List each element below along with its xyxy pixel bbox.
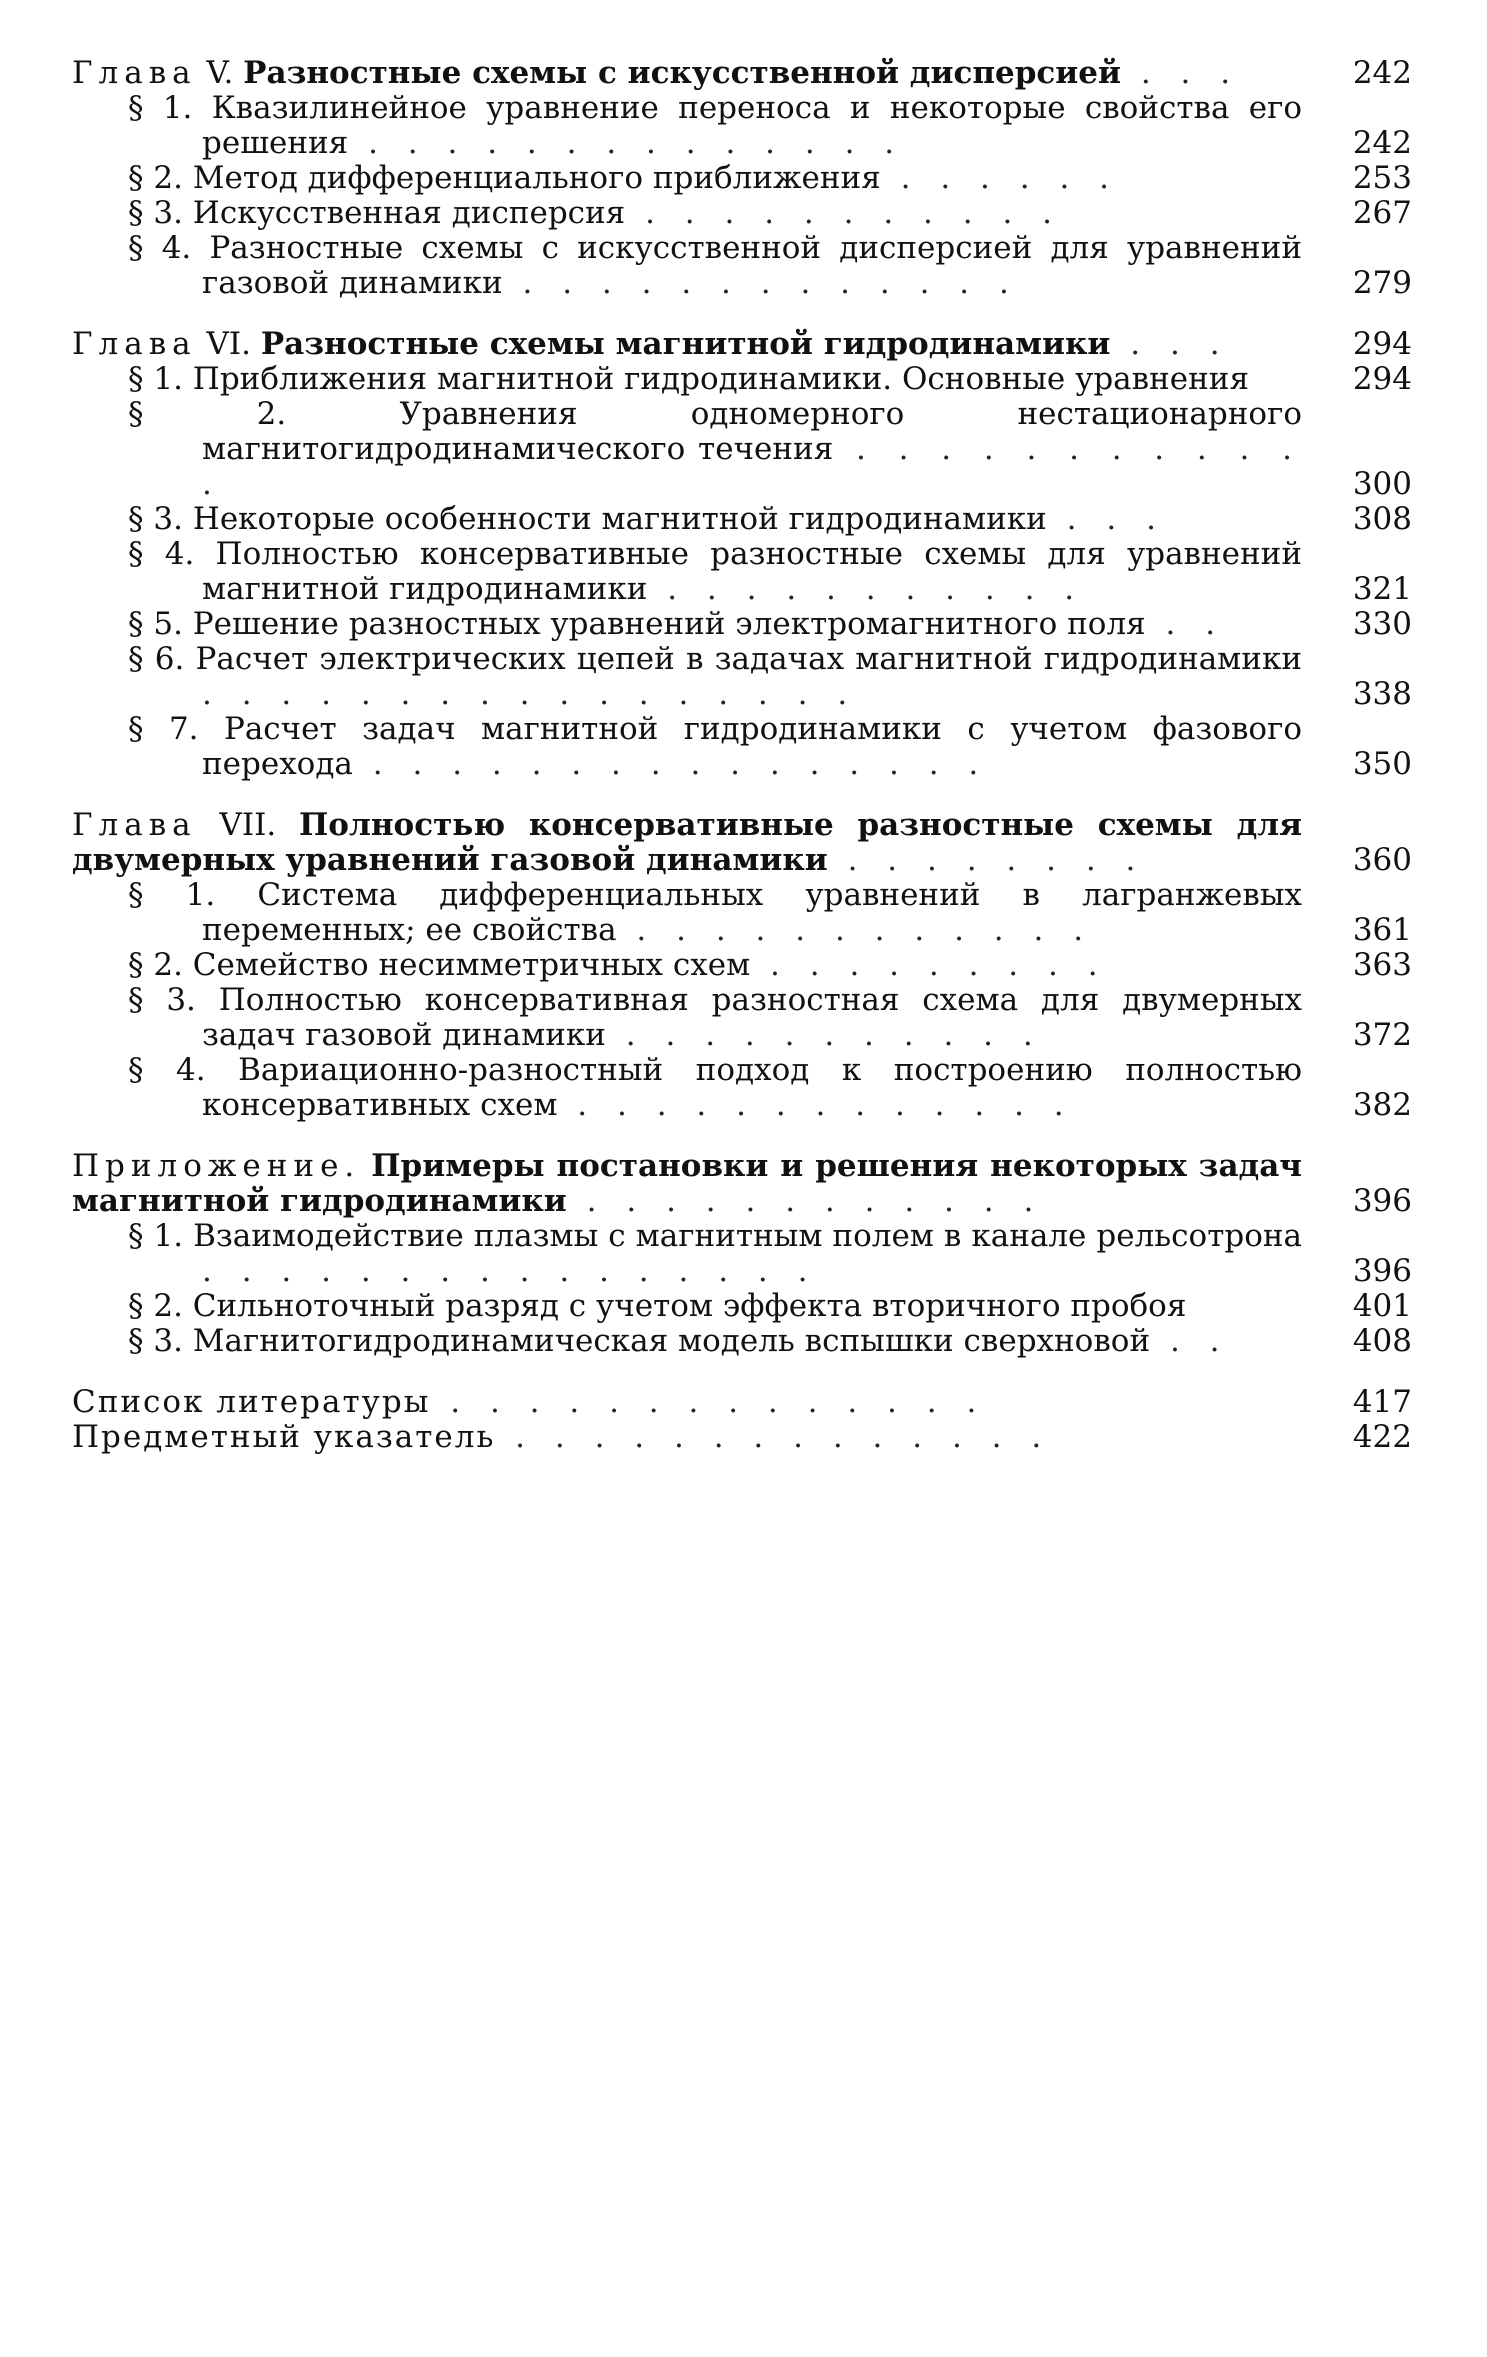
chapter-heading	[72, 808, 1412, 878]
chapter-title: Разностные схемы магнитной гидродинамики	[260, 326, 1111, 362]
leader-dots: . . . . . . . . . . . . . .	[348, 125, 905, 161]
leader-dots: . . . . . . . .	[827, 842, 1146, 878]
back-matter-title: Список литературы	[72, 1384, 431, 1420]
section-mark: § 4.	[128, 536, 216, 572]
section-title: Метод дифференциального приближения	[192, 160, 881, 196]
section-mark: § 6.	[128, 641, 196, 677]
page-number: 338	[1352, 676, 1412, 712]
chapter-title: Разностные схемы с искусственной дисперсией	[243, 55, 1121, 91]
appendix-gap	[360, 1148, 371, 1184]
section-title: Магнитогидродинамическая модель вспышки сверхновой	[192, 1323, 1151, 1359]
section-entry	[128, 712, 1412, 782]
table-of-contents	[72, 56, 1412, 1455]
section-mark: § 1.	[128, 877, 258, 913]
appendix-heading	[72, 1149, 1412, 1219]
back-matter-title: Предметный указатель	[72, 1419, 496, 1455]
section-entry	[128, 91, 1412, 161]
section-mark: § 3.	[128, 501, 193, 537]
page-number: 279	[1352, 265, 1412, 301]
page-number: 267	[1352, 195, 1412, 231]
page-number: 361	[1352, 912, 1412, 948]
leader-dots: . . . . . . . . . . .	[605, 1017, 1043, 1053]
page-number: 242	[1352, 125, 1412, 161]
leader-dots: . . . . . . . . . . . . .	[557, 1087, 1074, 1123]
section-title: Семейство несимметричных схем	[192, 947, 751, 983]
section-mark: § 4.	[128, 1052, 239, 1088]
back-matter-entry	[72, 1385, 1412, 1420]
section-title: Взаимодействие плазмы с магнитным полем в канале рельсотрона	[193, 1218, 1302, 1254]
leader-dots: . . . . . . . . . . . . . .	[430, 1384, 987, 1420]
page-number: 308	[1352, 501, 1412, 537]
page-number: 321	[1352, 571, 1412, 607]
page-number: 294	[1352, 361, 1412, 397]
page-number: 372	[1352, 1017, 1412, 1053]
section-title: Система дифференциальных уравнений в лагранжевых переменных; ее свойства	[202, 877, 1302, 948]
section-mark: § 2.	[128, 947, 193, 983]
leader-dots: . . . . . .	[880, 160, 1120, 196]
leader-dots: . . . . . . . . . . . .	[202, 431, 1302, 502]
section-mark: § 7.	[128, 711, 224, 747]
chapter-number: V.	[196, 55, 244, 91]
section-title: Уравнения одномерного нестационарного магнитогидродинамического течения	[202, 396, 1302, 467]
section-title: Полностью консервативная разностная схема для двумерных задач газовой динамики	[202, 982, 1302, 1053]
section-entry	[128, 537, 1412, 607]
page-number: 360	[1352, 842, 1412, 878]
page-number: 408	[1352, 1323, 1412, 1359]
page-number: 417	[1352, 1384, 1412, 1420]
section-entry	[128, 231, 1412, 301]
page-number: 382	[1352, 1087, 1412, 1123]
section-entry	[128, 362, 1412, 397]
leader-dots: . .	[1150, 1323, 1230, 1359]
page-number: 401	[1352, 1288, 1412, 1324]
section-title: Расчет задач магнитной гидродинамики с учетом фазового перехода	[202, 711, 1302, 782]
leader-dots: . . .	[1110, 326, 1230, 362]
section-entry	[128, 1289, 1412, 1324]
leader-dots: . . .	[1046, 501, 1166, 537]
section-mark: § 1.	[128, 90, 212, 126]
appendix-title: Примеры постановки и решения некоторых задач магнитной гидродинамики	[72, 1148, 1302, 1219]
page-number: 330	[1352, 606, 1412, 642]
section-mark: § 1.	[128, 1218, 194, 1254]
chapter-label: Глава	[72, 807, 197, 843]
leader-dots: . . . . . . . . . . . . . . . . .	[202, 676, 858, 712]
chapter-label: Глава	[72, 326, 197, 362]
section-entry	[128, 502, 1412, 537]
back-matter	[72, 1385, 1412, 1455]
leader-dots: . . . . . . . . . . . . .	[502, 265, 1019, 301]
section-entry	[128, 161, 1412, 196]
chapter-number: VI.	[196, 326, 261, 362]
section-title: Некоторые особенности магнитной гидродинамики	[192, 501, 1047, 537]
chapter-block	[72, 808, 1412, 1123]
section-title: Сильноточный разряд с учетом эффекта вторичного пробоя	[192, 1288, 1187, 1324]
section-mark: § 5.	[128, 606, 193, 642]
section-entry	[128, 948, 1412, 983]
section-title: Вариационно-разностный подход к построению полностью консервативных схем	[202, 1052, 1302, 1123]
section-mark: § 1.	[128, 361, 193, 397]
section-title: Полностью консервативные разностные схемы для уравнений магнитной гидродинамики	[202, 536, 1302, 607]
chapter-label: Глава	[72, 55, 197, 91]
leader-dots: . . .	[1121, 55, 1241, 91]
page-number: 242	[1352, 55, 1412, 91]
leader-dots: . . . . . . . . . . . .	[616, 912, 1094, 948]
section-mark: § 2.	[128, 160, 193, 196]
section-title: Решение разностных уравнений электромагнитного поля	[192, 606, 1146, 642]
page-number: 294	[1352, 326, 1412, 362]
section-entry	[128, 1219, 1412, 1289]
section-entry	[128, 1053, 1412, 1123]
chapter-heading	[72, 327, 1412, 362]
chapter-title: Полностью консервативные разностные схемы для двумерных уравнений газовой динамики	[72, 807, 1302, 878]
section-entry	[128, 397, 1412, 502]
page-number: 396	[1352, 1183, 1412, 1219]
section-title: Искусственная дисперсия	[192, 195, 626, 231]
section-entry	[128, 642, 1412, 712]
leader-dots: . . . . . . . . . . . . . .	[495, 1419, 1052, 1455]
section-mark: § 3.	[128, 1323, 193, 1359]
section-mark: § 2.	[128, 396, 400, 432]
page-number: 422	[1352, 1419, 1412, 1455]
section-mark: § 3.	[128, 982, 219, 1018]
leader-dots: . . . . . . . . . . . . . . . .	[202, 1253, 818, 1289]
page-number: 363	[1352, 947, 1412, 983]
leader-dots: . . . . . . . . . . .	[625, 195, 1063, 231]
section-entry	[128, 983, 1412, 1053]
chapter-heading	[72, 56, 1412, 91]
chapter-block	[72, 56, 1412, 301]
page-number: 396	[1352, 1253, 1412, 1289]
page-number: 253	[1352, 160, 1412, 196]
page-number: 300	[1352, 466, 1412, 502]
section-entry	[128, 196, 1412, 231]
leader-dots: . . . . . . . . . . . . . . . .	[352, 746, 989, 782]
leader-dots: . . . . . . . . . . . .	[566, 1183, 1044, 1219]
section-entry	[128, 1324, 1412, 1359]
leader-dots: . . . . . . . . . . .	[647, 571, 1085, 607]
section-title: Квазилинейное уравнение переноса и некоторые свойства его решения	[202, 90, 1302, 161]
back-matter-entry	[72, 1420, 1412, 1455]
section-mark: § 3.	[128, 195, 193, 231]
section-entry	[128, 607, 1412, 642]
section-title: Расчет электрических цепей в задачах магнитной гидродинамики	[195, 641, 1302, 677]
chapter-number: VII.	[196, 807, 300, 843]
page-number: 350	[1352, 746, 1412, 782]
section-mark: § 4.	[128, 230, 210, 266]
section-mark: § 2.	[128, 1288, 193, 1324]
appendix-label: Приложение.	[72, 1148, 361, 1184]
appendix-block	[72, 1149, 1412, 1359]
section-entry	[128, 878, 1412, 948]
leader-dots: . . . . . . . . .	[750, 947, 1108, 983]
leader-dots: . .	[1145, 606, 1226, 642]
chapter-block	[72, 327, 1412, 782]
section-title: Разностные схемы с искусственной дисперсией для уравнений газовой динамики	[202, 230, 1302, 301]
section-title: Приближения магнитной гидродинамики. Основные уравнения	[192, 361, 1250, 397]
